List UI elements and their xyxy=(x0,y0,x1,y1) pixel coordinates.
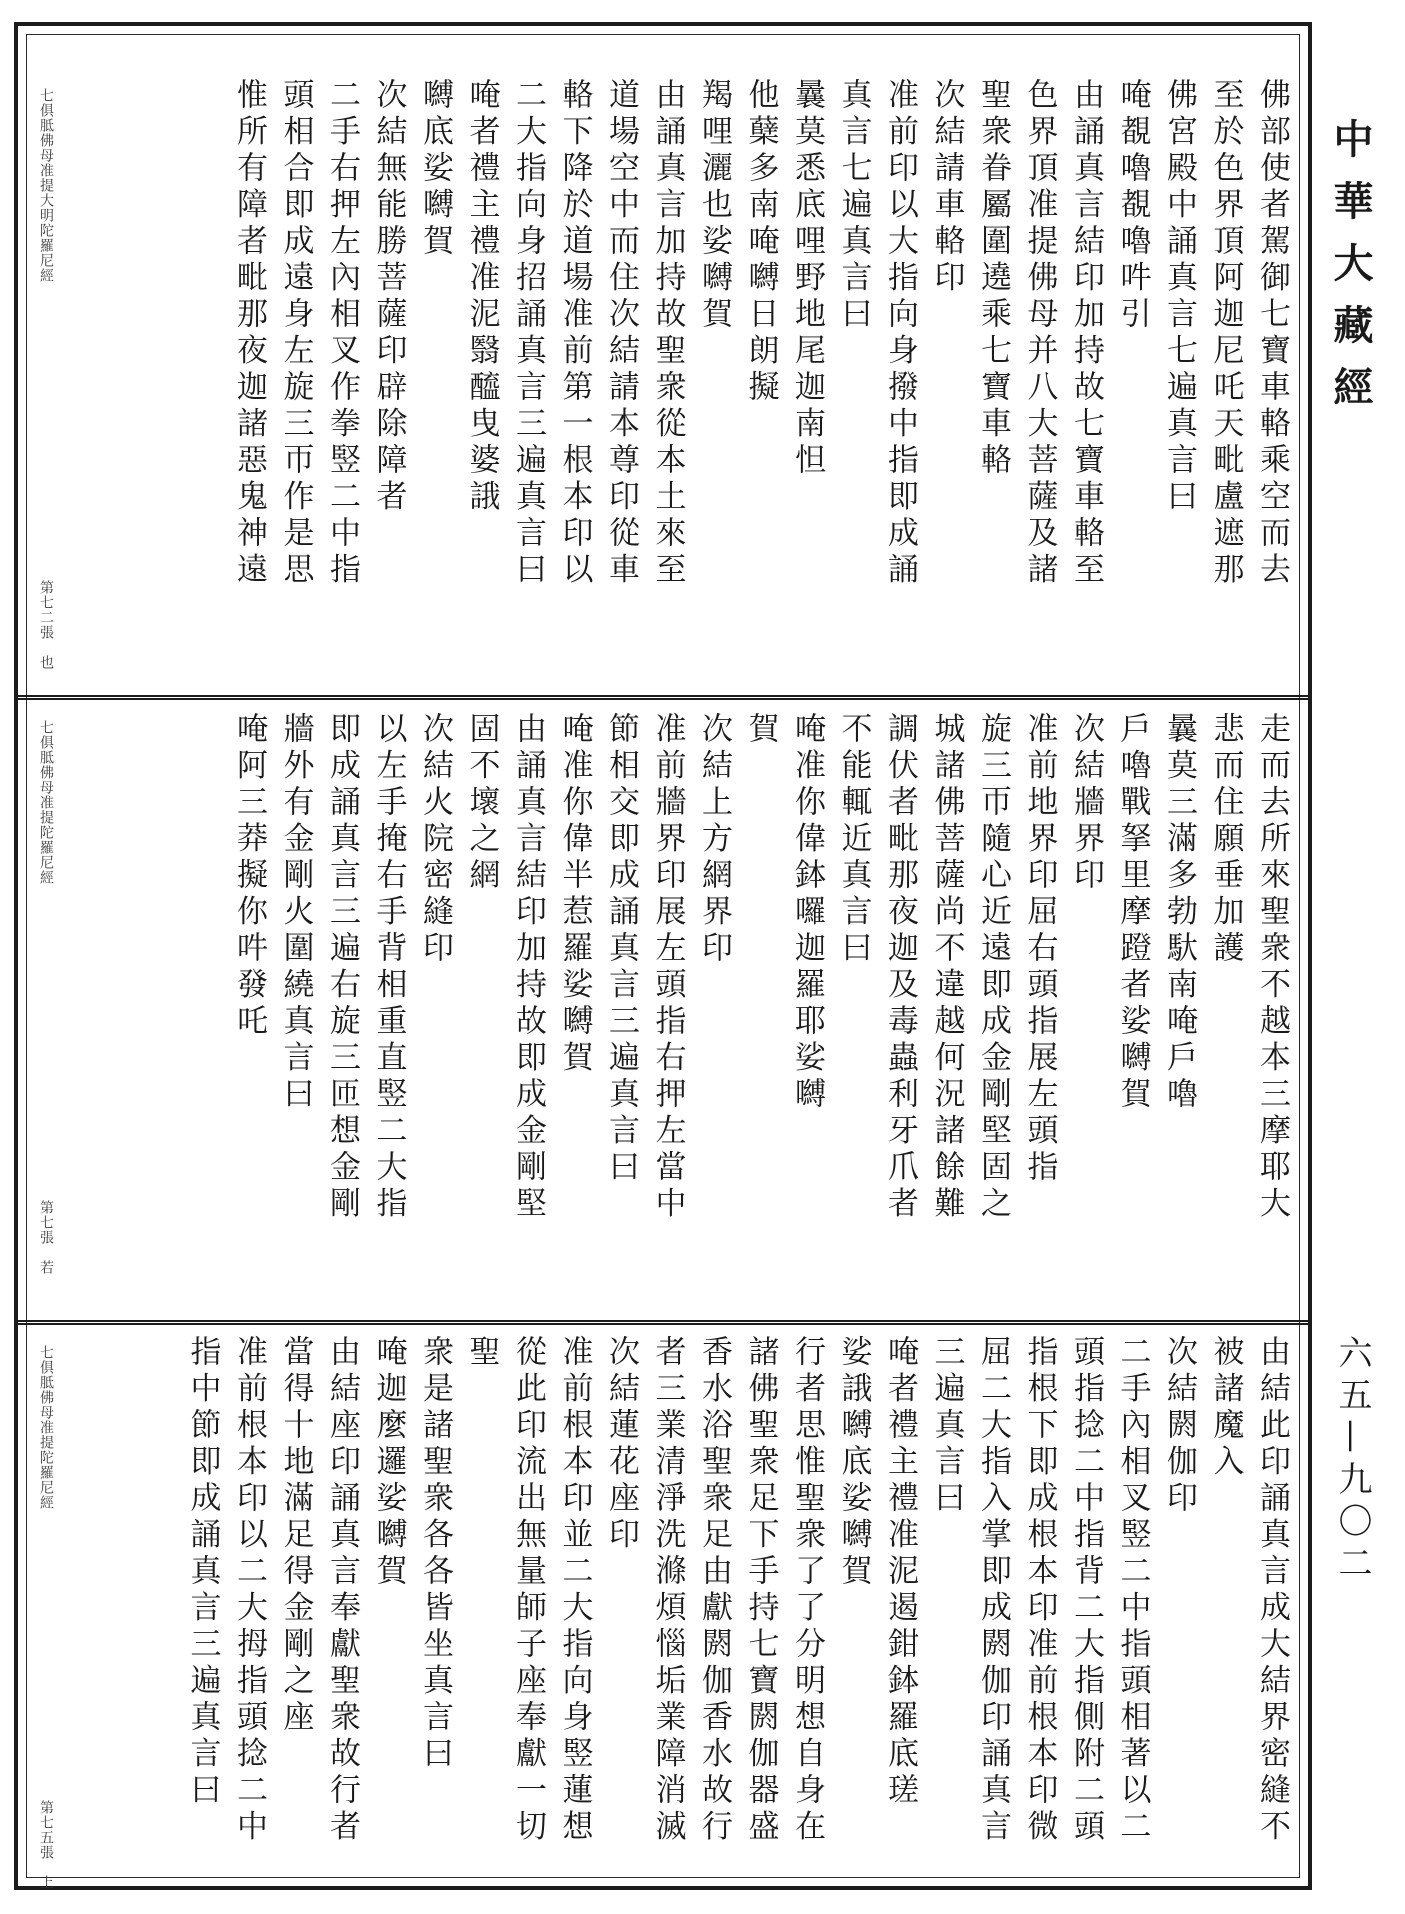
text-column: 佛部使者駕御七寶車輅乘空而去 xyxy=(1254,78,1290,589)
text-column: 唵准你偉鉢囉迦羅耶娑嚩 xyxy=(789,712,825,1114)
text-column: 真言七遍真言曰 xyxy=(835,78,872,334)
text-column: 節相交即成誦真言三遍真言曰 xyxy=(603,712,639,1187)
text-column: 指中節即成誦真言三遍真言曰 xyxy=(184,1335,221,1810)
text-column: 從此印流出無量師子座奉獻一切聖 xyxy=(463,1335,546,1846)
text-column: 三遍真言曰 xyxy=(928,1335,965,1518)
text-column: 佛宮殿中誦真言七遍真言曰 xyxy=(1161,78,1197,516)
text-column: 以左手掩右手背相重直竪二大指 xyxy=(370,712,407,1223)
text-column: 次結上方網界印 xyxy=(696,712,732,968)
text-column: 輅下降於道場准前第一根本印以 xyxy=(556,78,593,589)
text-column: 聖衆眷屬圍遶乘七寶車輅 xyxy=(975,78,1011,480)
text-column: 屈二大指入掌即成閼伽印誦真言 xyxy=(975,1335,1011,1846)
panel-2-footer-note: 七俱胝佛母准提陀羅尼經 xyxy=(38,720,54,885)
text-column: 不能輒近真言曰 xyxy=(835,712,872,968)
text-column: 唵覩嚕覩嚕吽引 xyxy=(1114,78,1151,334)
text-column: 走而去所來聖衆不越本三摩耶大 xyxy=(1254,712,1290,1223)
panel-1-folio-note: 第七二張 也 xyxy=(38,580,54,670)
text-column: 惟所有障者毗那夜迦諸惡鬼神遠 xyxy=(231,78,267,589)
text-column: 調伏者毗那夜迦及毒蟲利牙爪者 xyxy=(882,712,918,1223)
text-column: 即成誦真言三遍右旋三匝想金剛 xyxy=(324,712,360,1223)
text-column: 由誦真言加持故聖衆從本土來至 xyxy=(649,78,686,589)
panel-3-folio-note: 第七五張 上 xyxy=(38,1800,54,1890)
text-column: 固不壞之網 xyxy=(463,712,500,895)
panel-1-text xyxy=(70,78,1295,683)
text-panel-3 xyxy=(70,1335,1295,1880)
text-column: 至於色界頂阿迦尼吒天毗盧遮那 xyxy=(1207,78,1244,589)
text-column: 由結此印誦真言成大結界密縫不 xyxy=(1254,1335,1290,1846)
text-column: 牆外有金剛火圍繞真言曰 xyxy=(277,712,314,1114)
text-column: 二手內相叉竪二中指頭相著以二 xyxy=(1114,1335,1151,1846)
panel-2-folio-note: 第七張 若 xyxy=(38,1200,54,1275)
text-column: 嚩底娑嚩賀 xyxy=(417,78,453,261)
text-column: 城諸佛菩薩尚不違越何況諸餘難 xyxy=(928,712,965,1223)
text-column: 曩莫悉底哩野地尾迦南怛 xyxy=(789,78,825,480)
text-column: 當得十地滿足得金剛之座 xyxy=(277,1335,314,1737)
text-column: 曩莫三滿多勃馱南唵戶嚕 xyxy=(1161,712,1197,1114)
text-column: 頭相合即成遠身左旋三帀作是思 xyxy=(277,78,314,589)
text-column: 准前根本印並二大指向身竪蓮想 xyxy=(556,1335,593,1846)
collection-title: 中華大藏經 xyxy=(1327,118,1373,428)
text-column: 衆是諸聖衆各各皆坐真言曰 xyxy=(417,1335,453,1773)
text-column: 他蘖多南唵嚩日朗擬 xyxy=(742,78,779,407)
text-column: 由結座印誦真言奉獻聖衆故行者 xyxy=(324,1335,360,1846)
text-column: 色界頂准提佛母并八大菩薩及諸 xyxy=(1021,78,1058,589)
text-column: 諸佛聖衆足下手持七寶閼伽器盛 xyxy=(742,1335,779,1846)
text-column: 次結請車輅印 xyxy=(928,78,965,297)
panel-divider-1 xyxy=(14,695,1312,700)
panel-1-footer-note: 七俱胝佛母准提大明陀羅尼經 xyxy=(38,88,54,283)
text-column: 道場空中而住次結請本尊印從車 xyxy=(603,78,639,589)
text-column: 戶嚕戰拏里摩蹬者娑嚩賀 xyxy=(1114,712,1151,1114)
panel-divider-2 xyxy=(14,1320,1312,1325)
text-column: 由誦真言結印加持故即成金剛堅 xyxy=(510,712,546,1223)
text-column: 准前根本印以二大拇指頭捻二中 xyxy=(231,1335,267,1846)
text-column: 二手右押左內相叉作拳竪二中指 xyxy=(324,78,360,589)
text-column: 賀 xyxy=(742,712,779,749)
panel-3-text xyxy=(70,1335,1295,1880)
text-column: 旋三帀隨心近遠即成金剛堅固之 xyxy=(975,712,1011,1223)
text-column: 唵者禮主禮准泥翳醯曳婆誐 xyxy=(463,78,500,516)
text-column: 娑誐嚩底娑嚩賀 xyxy=(835,1335,872,1591)
text-column: 唵者禮主禮准泥遏鉗鉢羅底瑳 xyxy=(882,1335,918,1810)
text-column: 唵迦麼邏娑嚩賀 xyxy=(370,1335,407,1591)
text-column: 頭指捻二中指背二大指側附二頭 xyxy=(1068,1335,1104,1846)
text-column: 唵准你偉半惹羅娑嚩賀 xyxy=(556,712,593,1077)
page-number: 六五—九〇二 xyxy=(1332,1335,1372,1587)
text-column: 指根下即成根本印准前根本印微 xyxy=(1021,1335,1058,1846)
text-column: 次結火院密縫印 xyxy=(417,712,453,968)
text-panel-2 xyxy=(70,712,1295,1312)
text-column: 准前印以大指向身撥中指即成誦 xyxy=(882,78,918,589)
text-column: 由誦真言結印加持故七寶車輅至 xyxy=(1068,78,1104,589)
text-column: 羯哩灑也娑嚩賀 xyxy=(696,78,732,334)
text-column: 次結閼伽印 xyxy=(1161,1335,1197,1518)
text-column: 唵阿三莽擬你吽發吒 xyxy=(231,712,267,1041)
text-column: 次結蓮花座印 xyxy=(603,1335,639,1554)
panel-2-text xyxy=(70,712,1295,1312)
text-column: 次結無能勝菩薩印辟除障者 xyxy=(370,78,407,516)
text-column: 行者思惟聖衆了了分明想自身在 xyxy=(789,1335,825,1846)
text-column: 悲而住願垂加護 xyxy=(1207,712,1244,968)
text-column: 香水浴聖衆足由獻閼伽香水故行 xyxy=(696,1335,732,1846)
text-column: 准前牆界印展左頭指右押左當中 xyxy=(649,712,686,1223)
panel-3-footer-note: 七俱胝佛母准提陀羅尼經 xyxy=(38,1345,54,1510)
text-column: 次結牆界印 xyxy=(1068,712,1104,895)
text-column: 被諸魔入 xyxy=(1207,1335,1244,1481)
text-panel-1 xyxy=(70,78,1295,683)
text-column: 者三業清淨洗滌煩惱垢業障消滅 xyxy=(649,1335,686,1846)
text-column: 二大指向身招誦真言三遍真言曰 xyxy=(510,78,546,589)
text-column: 准前地界印屈右頭指展左頭指 xyxy=(1021,712,1058,1187)
